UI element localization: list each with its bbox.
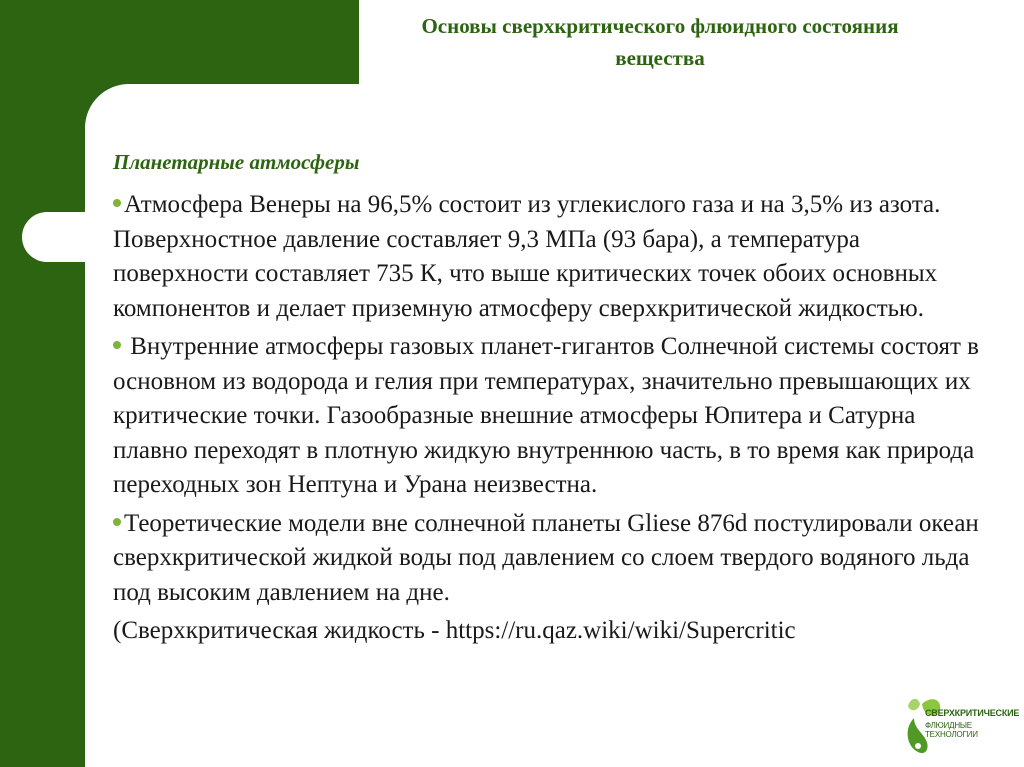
- source-link[interactable]: (Сверхкритическая жидкость - https://ru.qaz.wiki/wiki/Supercritic: [113, 617, 796, 644]
- logo-title: СВЕРХКРИТИЧЕСКИЕ: [925, 708, 1020, 718]
- slide-title: Основы сверхкритического флюидного состояния вещества: [421, 14, 899, 70]
- bullet-paragraph-gliese: [113, 507, 993, 611]
- bullet-icon: [113, 341, 121, 349]
- slide-body: [113, 188, 993, 649]
- bullet-icon: [113, 518, 121, 526]
- logo-subtitle: ФЛЮИДНЫЕ ТЕХНОЛОГИИ: [925, 721, 978, 739]
- bullet-paragraph-venus: [113, 188, 993, 326]
- paragraph-text: Атмосфера Венеры на 96,5% состоит из углекислого газа и на 3,5% из азота. Поверхностное давление составляет 9,3 МПа (93 бара), а температура поверхности составляет 735 К, что выше критических точек обоих основных компонентов и делает приземную атмосферу сверхкритической жидкостью.: [113, 191, 941, 322]
- paragraph-text: Внутренние атмосферы газовых планет-гигантов Солнечной системы состоят в основном из водорода и гелия при температурах, значительно превышающих их критические точки. Газообразные внешние атмосферы Юпитера и Сатурна плавно переходят в плотную жидкую внутреннюю часть, в то время как природа переходных зон Нептуна и Урана неизвестна.: [113, 333, 979, 498]
- section-subheading: Планетарные атмосферы: [113, 150, 360, 174]
- bullet-icon: [113, 199, 121, 207]
- side-tab-decoration: [22, 212, 85, 262]
- left-green-strip: [0, 0, 20, 767]
- paragraph-text: Теоретические модели вне солнечной планеты Gliese 876d постулировали океан сверхкритической жидкой воды под давлением со слоем твердого водяного льда под высоким давлением на дне.: [113, 509, 979, 606]
- bullet-paragraph-giants: [113, 330, 993, 503]
